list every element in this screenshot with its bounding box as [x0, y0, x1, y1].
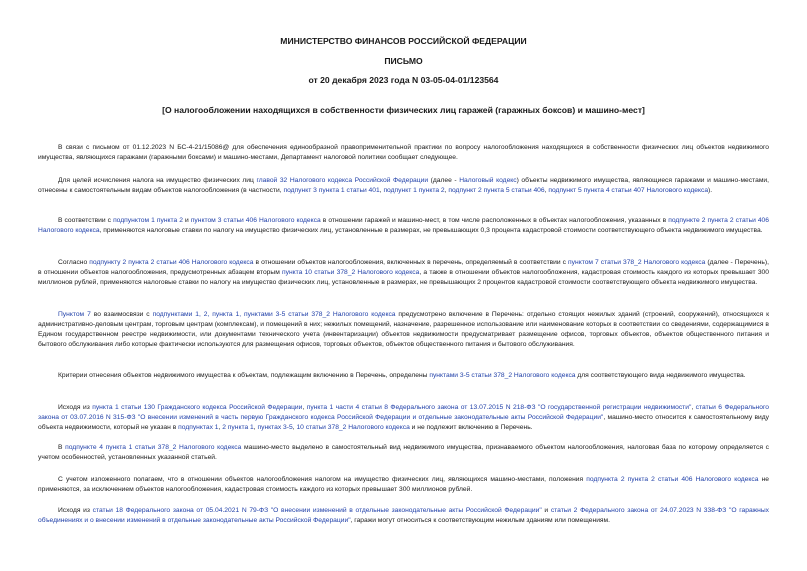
paragraph-text: для соответствующего вида недвижимого имущества. — [575, 372, 746, 379]
paragraph-text: , — [444, 187, 449, 194]
paragraph-text: , — [302, 404, 307, 411]
paragraph-text: , машино-место относится к самостоятельному виду объекта недвижимости, который не указан в — [38, 414, 769, 431]
paragraph-7 — [38, 403, 769, 433]
paragraph-text: и — [541, 507, 551, 514]
law-link[interactable]: пунктом 7 статьи 378_2 Налогового кодекса — [568, 259, 706, 266]
paragraph-text: , — [691, 404, 696, 411]
law-link[interactable]: подпункт 1 пункта 2 — [383, 187, 445, 194]
paragraph-text: Критерии отнесения объектов недвижимого имущества к объектам, подлежащим включению в Перечень, определены — [58, 372, 430, 379]
law-link[interactable]: подпункт 3 пункта 1 статьи 401 — [283, 187, 380, 194]
law-link[interactable]: пунктах 3-5 — [257, 424, 293, 431]
paragraph-text: , — [218, 424, 223, 431]
law-link[interactable]: подпункту 2 пункта 2 статьи 406 Налогового кодекса — [89, 259, 254, 266]
law-link[interactable]: главой 32 Налогового кодекса Российской Федерации — [256, 177, 429, 184]
law-link[interactable]: подпункт 5 пункта 4 статьи 407 Налогового кодекса — [548, 187, 709, 194]
paragraph-1 — [38, 143, 769, 163]
paragraph-text: и не подлежит включению в Перечень. — [409, 424, 533, 431]
paragraph-text: Согласно — [58, 259, 90, 266]
paragraph-6 — [38, 371, 769, 381]
paragraph-text: ) объекты недвижимого имущества, являющиеся гаражами и машино-местами, отнесены к самостоятельным видам объектов налогообложения (в частности, — [38, 177, 770, 194]
paragraph-text: В соответствии с — [58, 217, 114, 224]
paragraph-text: С учетом изложенного полагаем, что в отношении объектов налогообложения налогом на имущество физических лиц, являющихся машино-местами, положения — [58, 476, 587, 483]
law-link[interactable]: 10 статьи 378_2 Налогового кодекса — [296, 424, 410, 431]
document-date-number: от 20 декабря 2023 года N 03-05-04-01/123564 — [308, 75, 499, 85]
law-link[interactable]: подпункта 2 пункта 2 статьи 406 Налогового кодекса — [586, 476, 759, 483]
paragraph-10 — [38, 506, 769, 526]
law-link[interactable]: статьи 2 Федерального закона от 24.07.2023 N 338-ФЗ "О гаражных объединениях и о внесении изменений в отдельные законодательные акты Российской Федерации" — [38, 507, 769, 524]
paragraph-text: не применяются, за исключением объектов налогообложения, кадастровая стоимость каждого из которых превышает 300 миллионов рублей. — [38, 476, 770, 493]
paragraph-text: Исходя из — [58, 507, 93, 514]
law-link[interactable]: пункта 1 части 4 статьи 8 Федерального закона от 13.07.2015 N 218-ФЗ "О государственной регистрации недвижимости" — [306, 404, 692, 411]
law-link[interactable]: подпункте 4 пункта 1 статьи 378_2 Налогового кодекса — [65, 444, 242, 451]
paragraph-text: в отношении гаражей и машино-мест, в том числе расположенных в объектах налогообложения, указанных в — [320, 217, 669, 224]
paragraph-text: , гаражи могут относиться к соответствующим нежилым зданиям или помещениям. — [350, 517, 611, 524]
law-link[interactable]: 2 пункта 1 — [222, 424, 254, 431]
law-link[interactable]: подпункте 2 пункта 2 статьи 406 Налогового кодекса — [38, 217, 769, 234]
paragraph-text: Исходя из — [58, 404, 93, 411]
ministry-heading: МИНИСТЕРСТВО ФИНАНСОВ РОССИЙСКОЙ ФЕДЕРАЦИИ — [280, 36, 527, 46]
paragraph-text: (далее - — [428, 177, 460, 184]
paragraph-text: предусмотрено включение в Перечень: отдельно стоящих нежилых зданий (строений, сооружений), относящихся к административно-деловым центрам, торговым центрам (комплексам), и помещений в них; нежилых помещений, назначение, разрешенное использование или наименование которых в соответствии со сведениями, содержащимися в Едином государственном реестре недвижимости, или документами технического учета (инвентаризации) объектов недвижимости предусматривает размещение офисов, торговых объектов, объектов общественного питания и бытового обслуживания либо которые фактически используются для размещения офисов, торговых объектов, объектов общественного питания и бытового обслуживания. — [38, 311, 769, 348]
law-link[interactable]: подпункт 2 пункта 5 статьи 406 — [448, 187, 545, 194]
paragraph-2 — [38, 176, 769, 196]
law-link[interactable]: пункта 10 статьи 378_2 Налогового кодекса — [282, 269, 420, 276]
paragraph-text: (далее - Перечень), в отношении объектов налогообложения, предусмотренных абзацем вторым — [38, 259, 770, 276]
law-link[interactable]: пунктами 3-5 статьи 378_2 Налогового кодекса — [429, 372, 576, 379]
law-link[interactable]: Налоговый кодекс — [459, 177, 517, 184]
paragraph-text: во взаимосвязи с — [90, 311, 153, 318]
paragraph-text: В — [58, 444, 66, 451]
law-link[interactable]: подпунктами 1, 2, пункта 1, пунктами 3-5 статьи 378_2 Налогового кодекса — [152, 311, 396, 318]
document-subject: [О налогообложении находящихся в собственности физических лиц гаражей (гаражных боксов) и машино-мест] — [162, 105, 645, 115]
paragraph-text: , — [379, 187, 384, 194]
law-link[interactable]: Пунктом 7 — [58, 311, 91, 318]
paragraph-9 — [38, 475, 769, 495]
paragraph-text: ). — [708, 187, 713, 194]
law-link[interactable]: статьи 18 Федерального закона от 05.04.2021 N 79-ФЗ "О внесении изменений в отдельные законодательные акты Российской Федерации" — [92, 507, 542, 514]
paragraph-5 — [38, 310, 769, 350]
paragraph-8 — [38, 443, 769, 463]
paragraph-text: Для целей исчисления налога на имущество физических лиц — [58, 177, 257, 184]
paragraph-text: , а также в отношении объектов налогообложения, кадастровая стоимость каждого из которых превышает 300 миллионов рублей, применяются налоговые ставки по налогу на имущество физических лиц, установленные в размерах, не превышающих 2 процентов кадастровой стоимости соответствующего объекта недвижимого имущества. — [38, 269, 769, 286]
paragraph-text: , — [292, 424, 297, 431]
paragraph-text: в отношении объектов налогообложения, включенных в перечень, определяемый в соответствии с — [253, 259, 569, 266]
paragraph-text: В связи с письмом от 01.12.2023 N БС-4-21/15086@ для обеспечения единообразной правоприменительной практики по вопросу налогообложения находящихся в собственности физических лиц объектов недвижимого имущества, являющихся гаражами (гаражными боксами) и машино-местами, Департамент налоговой политики сообщает следующее. — [38, 144, 769, 161]
paragraph-text: и — [183, 217, 191, 224]
paragraph-text: , — [253, 424, 258, 431]
paragraph-text: , применяются налоговые ставки по налогу на имущество физических лиц, установленные в размерах, не превышающих 0,3 процента кадастровой стоимости соответствующего объекта недвижимого имущества. — [99, 227, 763, 234]
law-link[interactable]: пункта 1 статьи 130 Гражданского кодекса Российской Федерации — [92, 404, 303, 411]
paragraph-text: машино-место выделено в самостоятельный вид недвижимого имущества, признаваемого объектом налогообложения, налоговая база по которому определяется с учетом особенностей, установленных указанной статьей. — [38, 444, 769, 461]
document-type: ПИСЬМО — [384, 56, 423, 66]
paragraph-3 — [38, 216, 769, 236]
law-link[interactable]: пунктом 3 статьи 406 Налогового кодекса — [190, 217, 321, 224]
paragraph-text: , — [544, 187, 549, 194]
law-link[interactable]: подпунктом 1 пункта 2 — [113, 217, 184, 224]
law-link[interactable]: подпунктах 1 — [178, 424, 219, 431]
law-link[interactable]: статьи 6 Федерального закона от 03.07.2016 N 315-ФЗ "О внесении изменений в часть первую Гражданского кодекса Российской Федерации и отдельные законодательные акты Российской Федерации" — [38, 404, 769, 421]
paragraph-4 — [38, 258, 769, 288]
